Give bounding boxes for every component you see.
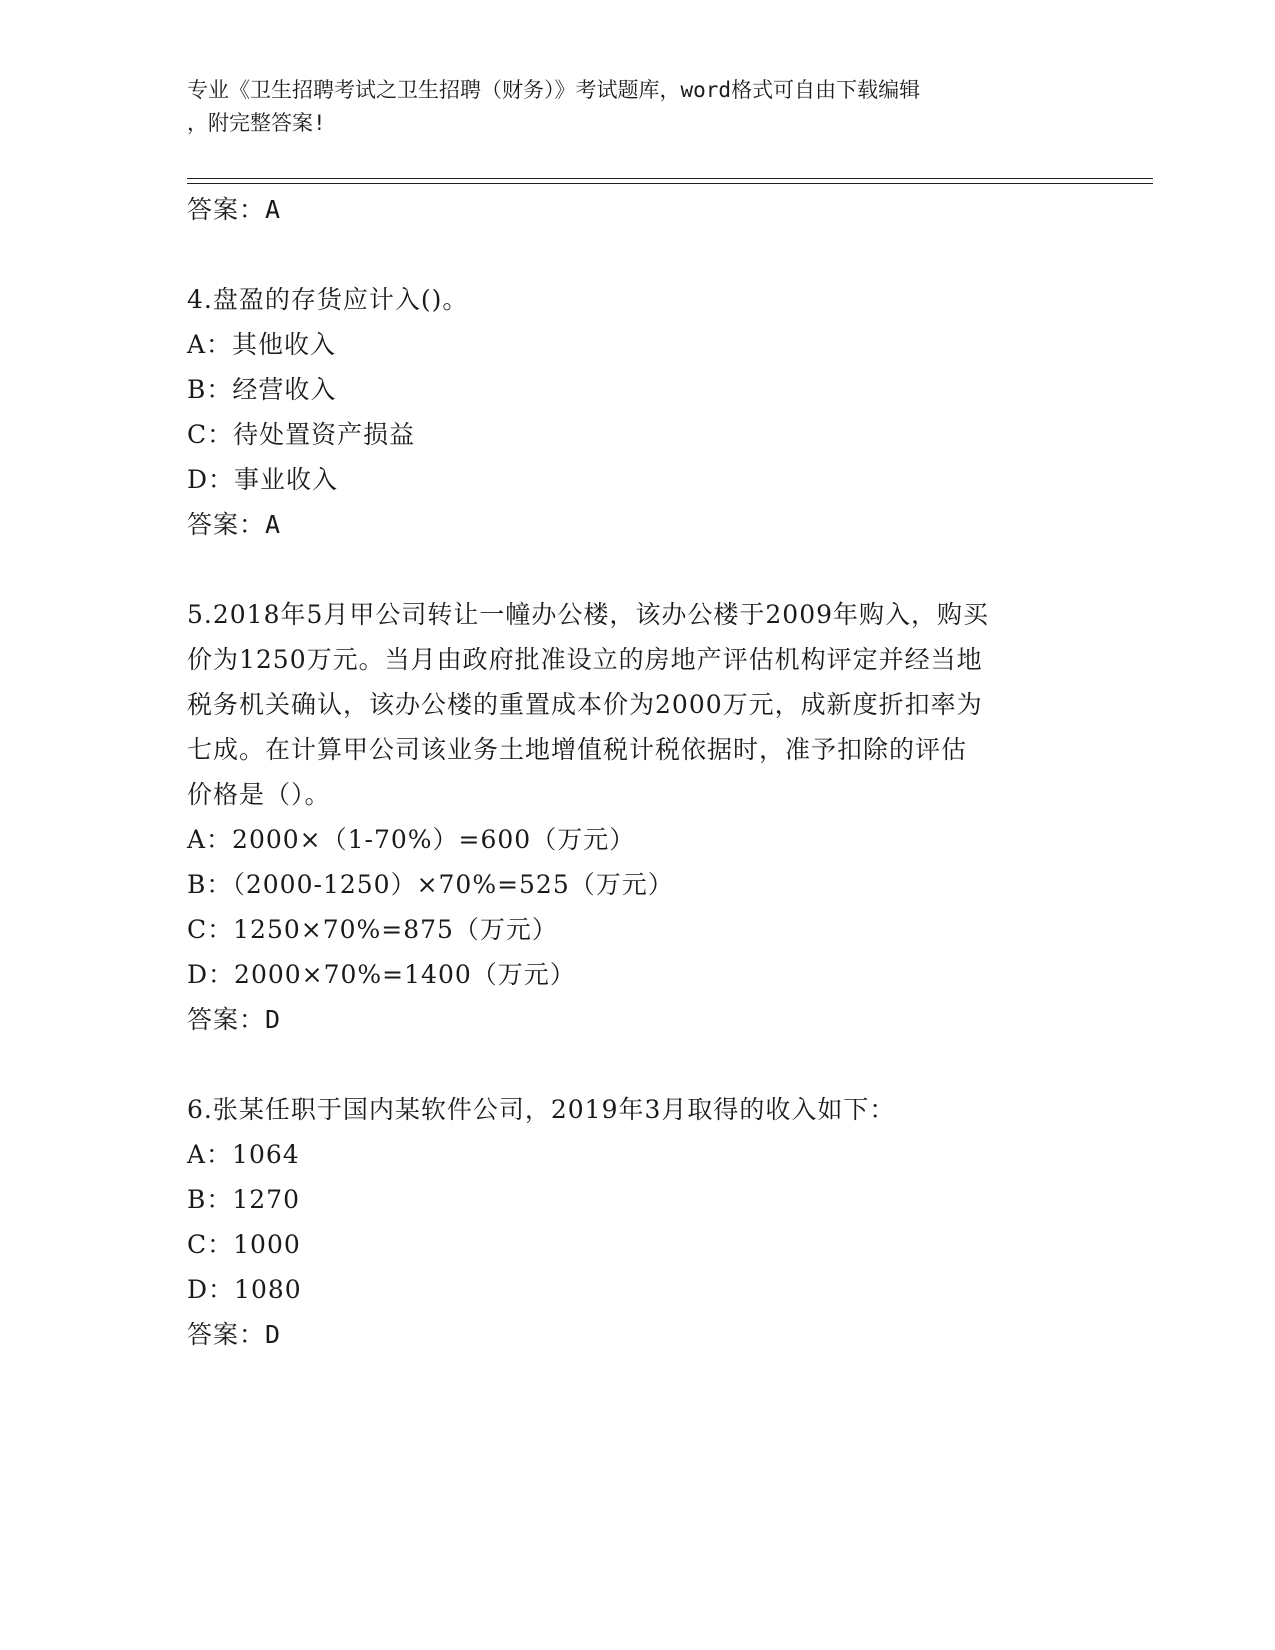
question-5-option-c: C：1250×70%=875（万元） (187, 915, 558, 944)
question-6-option-b: B：1270 (187, 1185, 300, 1214)
header-line-2: ，附完整答案! (187, 111, 326, 135)
question-5-option-d: D：2000×70%=1400（万元） (187, 960, 576, 989)
header-line-1: 专业《卫生招聘考试之卫生招聘（财务）》考试题库，word格式可自由下载编辑 (187, 78, 921, 102)
question-5-line-4: 七成。在计算甲公司该业务土地增值税计税依据时，准予扣除的评估 (187, 735, 968, 764)
question-4-option-b: B：经营收入 (187, 375, 337, 404)
question-5-line-5: 价格是（）。 (187, 780, 331, 809)
question-6-text: 6.张某任职于国内某软件公司，2019年3月取得的收入如下： (187, 1095, 896, 1124)
question-5-line-3: 税务机关确认，该办公楼的重置成本价为2000万元，成新度折扣率为 (187, 690, 983, 719)
question-4-option-a: A：其他收入 (187, 330, 337, 359)
previous-answer: 答案：A (187, 195, 282, 224)
question-4-answer: 答案：A (187, 510, 282, 539)
question-6-option-c: C：1000 (187, 1230, 301, 1259)
header-divider-bottom (187, 183, 1153, 184)
question-5-line-2: 价为1250万元。当月由政府批准设立的房地产评估机构评定并经当地 (187, 645, 983, 674)
document-header (187, 74, 1067, 140)
question-6-answer: 答案：D (187, 1320, 282, 1349)
question-5-option-b: B：（2000-1250）×70%=525（万元） (187, 870, 674, 899)
question-5-line-1: 5.2018年5月甲公司转让一幢办公楼，该办公楼于2009年购入，购买 (187, 600, 990, 629)
question-5-option-a: A：2000×（1-70%）=600（万元） (187, 825, 636, 854)
question-6-option-a: A：1064 (187, 1140, 300, 1169)
question-6-option-d: D：1080 (187, 1275, 302, 1304)
header-divider-top (187, 178, 1153, 179)
question-4-text: 4.盘盈的存货应计入()。 (187, 285, 469, 314)
question-5-answer: 答案：D (187, 1005, 282, 1034)
question-4-option-c: C：待处置资产损益 (187, 420, 416, 449)
question-4-option-d: D：事业收入 (187, 465, 339, 494)
